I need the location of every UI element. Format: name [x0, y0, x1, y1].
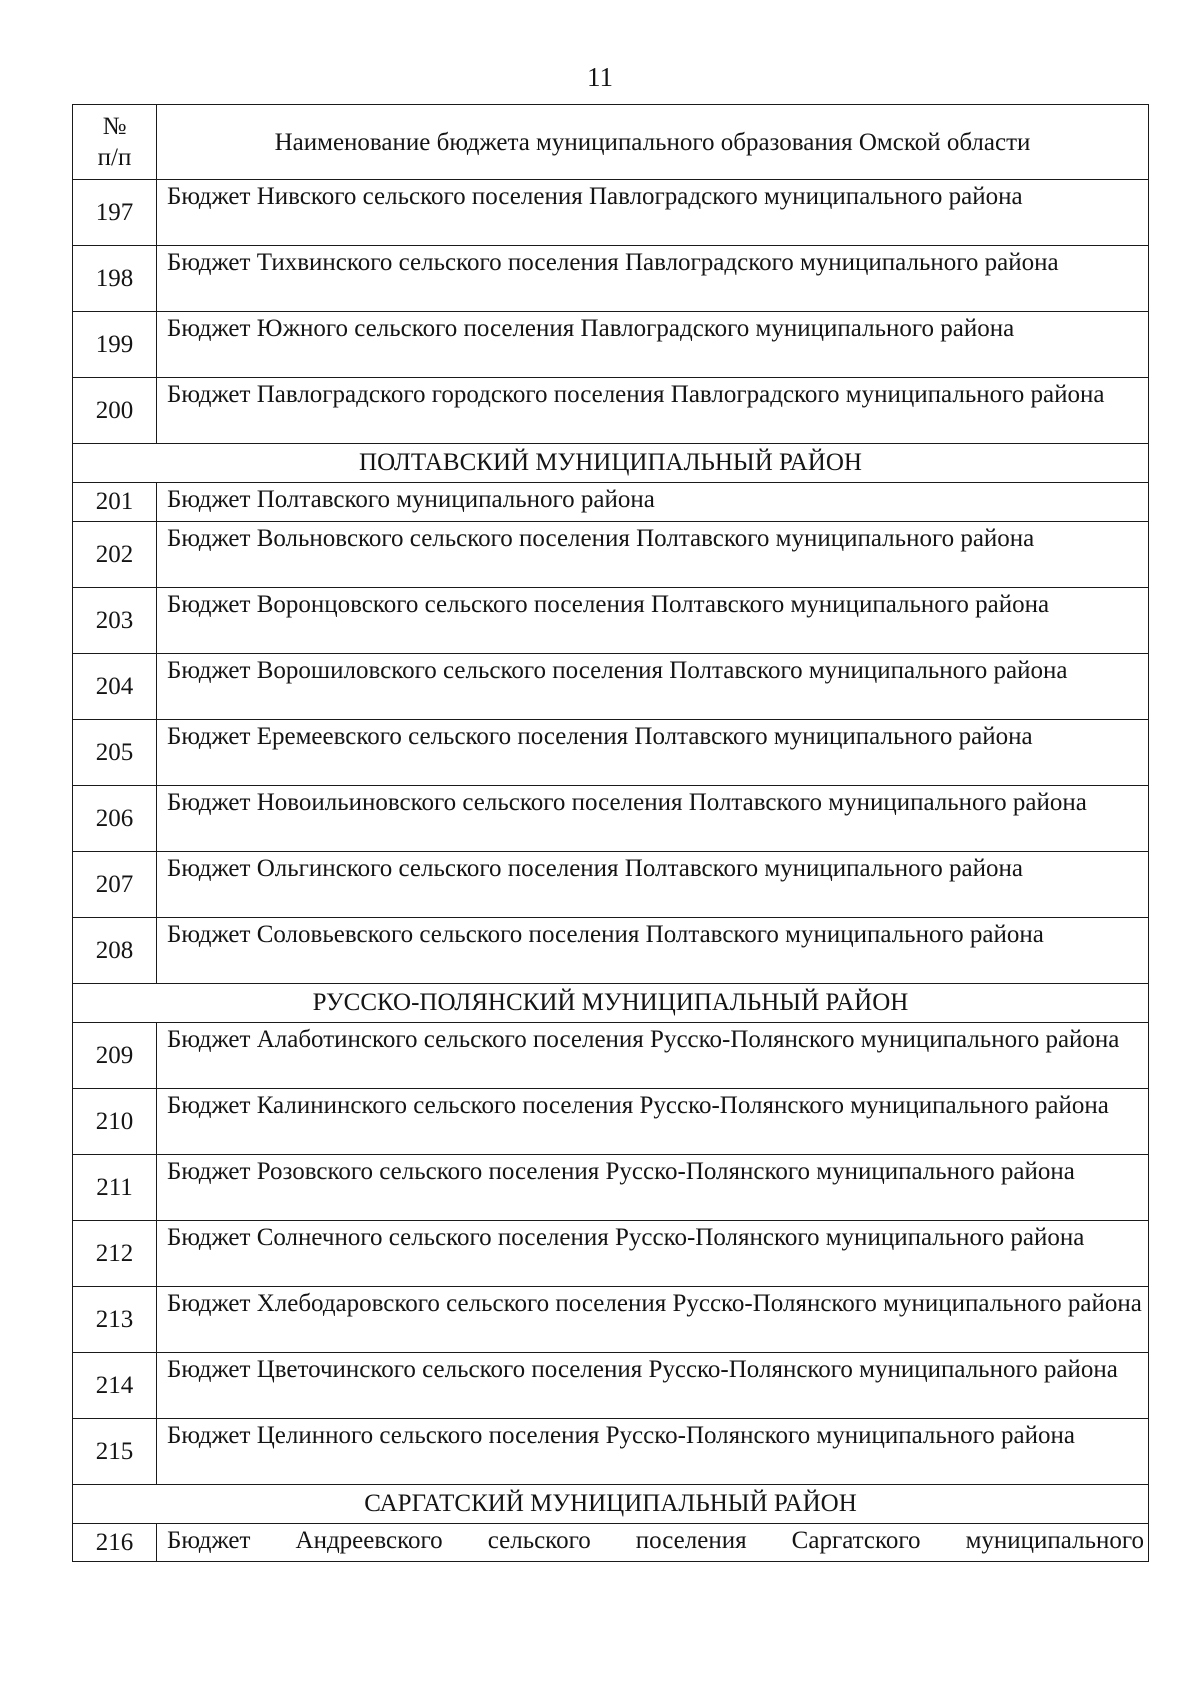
row-number: 214 — [73, 1353, 157, 1419]
table-row — [73, 180, 1149, 246]
section-header-row — [73, 984, 1149, 1023]
row-number: 204 — [73, 654, 157, 720]
row-number: 207 — [73, 852, 157, 918]
table-row — [73, 654, 1149, 720]
budget-name: Бюджет Еремеевского сельского поселения Полтавского муниципального района — [157, 720, 1149, 786]
row-number: 203 — [73, 588, 157, 654]
table-row — [73, 1089, 1149, 1155]
table-row — [73, 522, 1149, 588]
table-row — [73, 1419, 1149, 1485]
budget-name: Бюджет Ольгинского сельского поселения Полтавского муниципального района — [157, 852, 1149, 918]
table-header-row — [73, 105, 1149, 180]
section-title: ПОЛТАВСКИЙ МУНИЦИПАЛЬНЫЙ РАЙОН — [73, 444, 1149, 483]
row-number: 205 — [73, 720, 157, 786]
budget-name: Бюджет Андреевского сельского поселения Саргатского муниципального — [157, 1524, 1149, 1562]
table-row — [73, 786, 1149, 852]
page-number: 11 — [587, 62, 613, 92]
row-number: 206 — [73, 786, 157, 852]
table-body — [73, 180, 1149, 1562]
row-number: 213 — [73, 1287, 157, 1353]
table-row — [73, 1287, 1149, 1353]
budget-name: Бюджет Алаботинского сельского поселения Русско-Полянского муниципального района — [157, 1023, 1149, 1089]
table-row — [73, 246, 1149, 312]
budget-name: Бюджет Южного сельского поселения Павлоградского муниципального района — [157, 312, 1149, 378]
row-number: 216 — [73, 1524, 157, 1562]
budget-name: Бюджет Тихвинского сельского поселения Павлоградского муниципального района — [157, 246, 1149, 312]
row-number: 208 — [73, 918, 157, 984]
table-row — [73, 483, 1149, 522]
row-number: 202 — [73, 522, 157, 588]
row-number: 197 — [73, 180, 157, 246]
budget-name: Бюджет Цветочинского сельского поселения Русско-Полянского муниципального района — [157, 1353, 1149, 1419]
budget-name: Бюджет Вольновского сельского поселения Полтавского муниципального района — [157, 522, 1149, 588]
section-header-row — [73, 444, 1149, 483]
table-row — [73, 1353, 1149, 1419]
table-row — [73, 1524, 1149, 1562]
budget-name: Бюджет Хлебодаровского сельского поселения Русско-Полянского муниципального района — [157, 1287, 1149, 1353]
section-header-row — [73, 1485, 1149, 1524]
budget-name: Бюджет Калининского сельского поселения Русско-Полянского муниципального района — [157, 1089, 1149, 1155]
table-row — [73, 1155, 1149, 1221]
budget-name: Бюджет Новоильиновского сельского поселения Полтавского муниципального района — [157, 786, 1149, 852]
row-number: 198 — [73, 246, 157, 312]
budget-table — [72, 104, 1149, 1562]
budget-name: Бюджет Целинного сельского поселения Русско-Полянского муниципального района — [157, 1419, 1149, 1485]
section-title: САРГАТСКИЙ МУНИЦИПАЛЬНЫЙ РАЙОН — [73, 1485, 1149, 1524]
table-row — [73, 588, 1149, 654]
row-number: 212 — [73, 1221, 157, 1287]
name-column-header: Наименование бюджета муниципального образования Омской области — [157, 105, 1149, 180]
table-row — [73, 1221, 1149, 1287]
budget-name: Бюджет Павлоградского городского поселения Павлоградского муниципального района — [157, 378, 1149, 444]
section-title: РУССКО-ПОЛЯНСКИЙ МУНИЦИПАЛЬНЫЙ РАЙОН — [73, 984, 1149, 1023]
budget-name: Бюджет Солнечного сельского поселения Русско-Полянского муниципального района — [157, 1221, 1149, 1287]
row-number: 209 — [73, 1023, 157, 1089]
row-number: 201 — [73, 483, 157, 522]
table-row — [73, 1023, 1149, 1089]
budget-name: Бюджет Полтавского муниципального района — [157, 483, 1149, 522]
budget-name: Бюджет Ворошиловского сельского поселения Полтавского муниципального района — [157, 654, 1149, 720]
budget-name: Бюджет Розовского сельского поселения Русско-Полянского муниципального района — [157, 1155, 1149, 1221]
table-row — [73, 720, 1149, 786]
row-number: 211 — [73, 1155, 157, 1221]
number-column-header: № п/п — [73, 105, 157, 180]
budget-name: Бюджет Воронцовского сельского поселения Полтавского муниципального района — [157, 588, 1149, 654]
row-number: 200 — [73, 378, 157, 444]
table-row — [73, 852, 1149, 918]
table-row — [73, 918, 1149, 984]
table-row — [73, 378, 1149, 444]
row-number: 215 — [73, 1419, 157, 1485]
budget-name: Бюджет Нивского сельского поселения Павлоградского муниципального района — [157, 180, 1149, 246]
row-number: 210 — [73, 1089, 157, 1155]
table-row — [73, 312, 1149, 378]
budget-name: Бюджет Соловьевского сельского поселения Полтавского муниципального района — [157, 918, 1149, 984]
row-number: 199 — [73, 312, 157, 378]
